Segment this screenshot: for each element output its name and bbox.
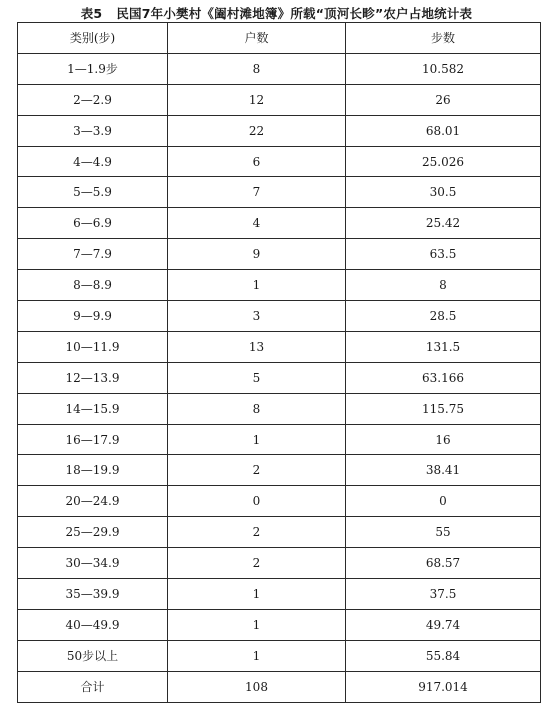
table-row: [18, 84, 541, 115]
table-row: [18, 486, 541, 517]
category-cell: 7—7.9: [18, 239, 168, 270]
category-cell: 18—19.9: [18, 455, 168, 486]
table-row: [18, 548, 541, 579]
table-body: [18, 53, 541, 702]
household-count-cell: 4: [168, 208, 346, 239]
category-cell: 1—1.9步: [18, 53, 168, 84]
table-row: [18, 301, 541, 332]
category-cell: 2—2.9: [18, 84, 168, 115]
category-cell: 12—13.9: [18, 362, 168, 393]
household-count-cell: 1: [168, 579, 346, 610]
step-count-cell: 55.84: [346, 640, 541, 671]
table-row: [18, 640, 541, 671]
step-count-cell: 25.026: [346, 146, 541, 177]
step-count-cell: 63.5: [346, 239, 541, 270]
category-cell: 40—49.9: [18, 609, 168, 640]
household-count-cell: 1: [168, 424, 346, 455]
step-count-cell: 25.42: [346, 208, 541, 239]
category-cell: 30—34.9: [18, 548, 168, 579]
household-count-cell: 2: [168, 517, 346, 548]
step-count-cell: 16: [346, 424, 541, 455]
category-cell: 14—15.9: [18, 393, 168, 424]
step-count-cell: 28.5: [346, 301, 541, 332]
household-count-cell: 8: [168, 53, 346, 84]
table-row: [18, 53, 541, 84]
step-count-cell: 38.41: [346, 455, 541, 486]
header-category: 类别(步): [18, 23, 168, 54]
table-row: [18, 362, 541, 393]
household-count-cell: 12: [168, 84, 346, 115]
step-count-cell: 10.582: [346, 53, 541, 84]
table-row: [18, 424, 541, 455]
household-count-cell: 1: [168, 270, 346, 301]
household-count-cell: 7: [168, 177, 346, 208]
category-cell: 35—39.9: [18, 579, 168, 610]
step-count-cell: 0: [346, 486, 541, 517]
category-cell: 3—3.9: [18, 115, 168, 146]
table-number: 表5: [80, 6, 103, 21]
table-row: [18, 177, 541, 208]
step-count-cell: 49.74: [346, 609, 541, 640]
category-cell: 6—6.9: [18, 208, 168, 239]
table-row: [18, 239, 541, 270]
household-count-cell: 1: [168, 640, 346, 671]
category-cell: 20—24.9: [18, 486, 168, 517]
household-count-cell: 1: [168, 609, 346, 640]
header-household-count: 户数: [168, 23, 346, 54]
category-cell: 9—9.9: [18, 301, 168, 332]
step-count-cell: 63.166: [346, 362, 541, 393]
category-cell: 16—17.9: [18, 424, 168, 455]
household-count-cell: 2: [168, 455, 346, 486]
step-count-cell: 115.75: [346, 393, 541, 424]
household-count-cell: 2: [168, 548, 346, 579]
household-count-cell: 6: [168, 146, 346, 177]
table-row: [18, 115, 541, 146]
total-step-count-cell: 917.014: [346, 671, 541, 702]
household-count-cell: 8: [168, 393, 346, 424]
farmland-statistics-table: [17, 22, 541, 703]
step-count-cell: 68.01: [346, 115, 541, 146]
table-row: [18, 517, 541, 548]
step-count-cell: 68.57: [346, 548, 541, 579]
header-step-count: 步数: [346, 23, 541, 54]
table-row: [18, 208, 541, 239]
total-row: [18, 671, 541, 702]
table-row: [18, 609, 541, 640]
category-cell: 5—5.9: [18, 177, 168, 208]
household-count-cell: 3: [168, 301, 346, 332]
category-cell: 25—29.9: [18, 517, 168, 548]
category-cell: 10—11.9: [18, 331, 168, 362]
step-count-cell: 26: [346, 84, 541, 115]
table-caption: [0, 4, 553, 22]
step-count-cell: 30.5: [346, 177, 541, 208]
table-row: [18, 579, 541, 610]
table-title: 民国7年小樊村《阖村滩地簿》所载“顶河长畛”农户占地统计表: [116, 6, 473, 21]
household-count-cell: 13: [168, 331, 346, 362]
table-row: [18, 455, 541, 486]
table-row: [18, 270, 541, 301]
category-cell: 50步以上: [18, 640, 168, 671]
step-count-cell: 37.5: [346, 579, 541, 610]
step-count-cell: 131.5: [346, 331, 541, 362]
household-count-cell: 0: [168, 486, 346, 517]
total-household-count-cell: 108: [168, 671, 346, 702]
step-count-cell: 55: [346, 517, 541, 548]
table-row: [18, 393, 541, 424]
household-count-cell: 9: [168, 239, 346, 270]
household-count-cell: 22: [168, 115, 346, 146]
household-count-cell: 5: [168, 362, 346, 393]
table-row: [18, 331, 541, 362]
category-cell: 4—4.9: [18, 146, 168, 177]
header-row: [18, 23, 541, 54]
category-cell: 8—8.9: [18, 270, 168, 301]
step-count-cell: 8: [346, 270, 541, 301]
table-row: [18, 146, 541, 177]
total-label-cell: 合计: [18, 671, 168, 702]
